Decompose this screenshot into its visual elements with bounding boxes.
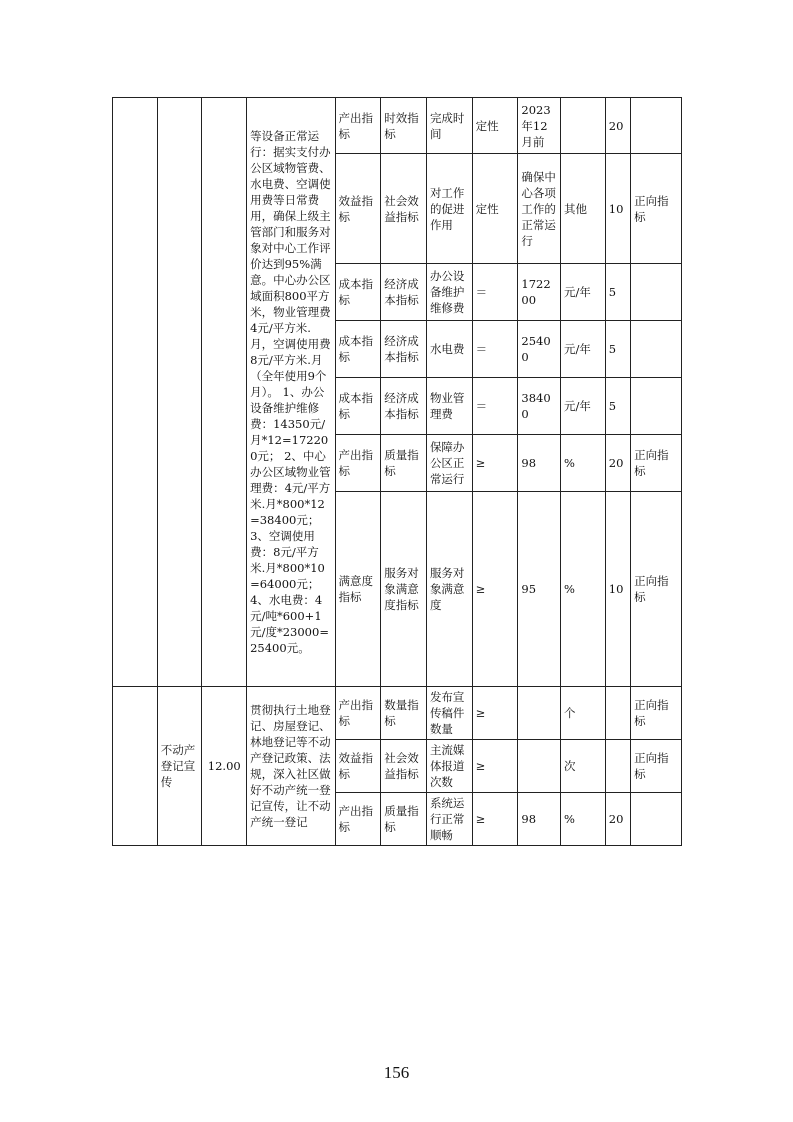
level3-indicator: 对工作的促进作用 <box>426 154 472 264</box>
level2-indicator: 时效指标 <box>381 98 427 154</box>
direction-cell <box>631 321 682 378</box>
score-cell: 20 <box>605 793 630 846</box>
level2-indicator: 经济成本指标 <box>381 264 427 321</box>
project-description: 等设备正常运行：据实支付办公区域物管费、水电费、空调使用费等日常费用，确保上级主管部门和服务对象对中心工作评价达到95%满意。中心办公区域面积800平方米，物业管理费4元/平方米.月，空调使用费8元/平方米.月（全年使用9个月）。 1、办公设备维护维修费：14350元/月*12=172200元； 2、中心办公区域物业管理费：4元/平方米.月*800*12=38400元；3、空调使用费：8元/平方米.月*800*10=64000元；4、水电费：4元/吨*600+1元/度*23000=25400元。 <box>247 98 335 687</box>
direction-cell: 正向指标 <box>631 435 682 492</box>
direction-cell: 正向指标 <box>631 492 682 687</box>
direction-cell <box>631 98 682 154</box>
performance-indicator-table <box>112 97 682 846</box>
operator-cell: ≥ <box>472 793 518 846</box>
operator-cell: ＝ <box>472 264 518 321</box>
level2-indicator: 质量指标 <box>381 435 427 492</box>
direction-cell: 正向指标 <box>631 687 682 740</box>
level3-indicator: 办公设备维护维修费 <box>426 264 472 321</box>
level1-indicator: 成本指标 <box>335 264 381 321</box>
page-number: 156 <box>383 1063 410 1082</box>
target-value-cell: 98 <box>518 793 561 846</box>
operator-cell: ＝ <box>472 378 518 435</box>
unit-cell: % <box>561 793 606 846</box>
level1-indicator: 成本指标 <box>335 321 381 378</box>
level3-indicator: 发布宣传稿件数量 <box>426 687 472 740</box>
level1-indicator: 效益指标 <box>335 154 381 264</box>
category-cell <box>113 98 158 687</box>
project-amount-cell: 12.00 <box>202 687 247 846</box>
level1-indicator: 满意度指标 <box>335 492 381 687</box>
level1-indicator: 产出指标 <box>335 435 381 492</box>
operator-cell: 定性 <box>472 98 518 154</box>
level3-indicator: 主流媒体报道次数 <box>426 740 472 793</box>
target-value-cell: 确保中心各项工作的正常运行 <box>518 154 561 264</box>
project-name-cell <box>157 98 202 687</box>
category-cell <box>113 687 158 846</box>
operator-cell: ＝ <box>472 321 518 378</box>
target-value-cell: 98 <box>518 435 561 492</box>
target-value-cell: 172200 <box>518 264 561 321</box>
level2-indicator: 社会效益指标 <box>381 740 427 793</box>
level1-indicator: 产出指标 <box>335 687 381 740</box>
unit-cell: 元/年 <box>561 321 606 378</box>
direction-cell: 正向指标 <box>631 154 682 264</box>
direction-cell <box>631 264 682 321</box>
operator-cell: ≥ <box>472 435 518 492</box>
operator-cell: ≥ <box>472 740 518 793</box>
level3-indicator: 保障办公区正常运行 <box>426 435 472 492</box>
level2-indicator: 社会效益指标 <box>381 154 427 264</box>
level3-indicator: 系统运行正常顺畅 <box>426 793 472 846</box>
unit-cell: 其他 <box>561 154 606 264</box>
unit-cell: % <box>561 492 606 687</box>
target-value-cell <box>518 740 561 793</box>
direction-cell <box>631 793 682 846</box>
operator-cell: ≥ <box>472 687 518 740</box>
level2-indicator: 经济成本指标 <box>381 378 427 435</box>
level1-indicator: 产出指标 <box>335 98 381 154</box>
unit-cell <box>561 98 606 154</box>
target-value-cell: 25400 <box>518 321 561 378</box>
unit-cell: 个 <box>561 687 606 740</box>
level2-indicator: 经济成本指标 <box>381 321 427 378</box>
project-amount-cell <box>202 98 247 687</box>
level3-indicator: 物业管理费 <box>426 378 472 435</box>
score-cell: 5 <box>605 321 630 378</box>
level3-indicator: 完成时间 <box>426 98 472 154</box>
operator-cell: ≥ <box>472 492 518 687</box>
unit-cell: 次 <box>561 740 606 793</box>
level2-indicator: 数量指标 <box>381 687 427 740</box>
target-value-cell: 2023年12月前 <box>518 98 561 154</box>
operator-cell: 定性 <box>472 154 518 264</box>
unit-cell: 元/年 <box>561 378 606 435</box>
project-description: 贯彻执行土地登记、房屋登记、林地登记等不动产登记政策、法规，深入社区做好不动产统一登记宣传，让不动产统一登记 <box>247 687 335 846</box>
level1-indicator: 产出指标 <box>335 793 381 846</box>
level1-indicator: 效益指标 <box>335 740 381 793</box>
level3-indicator: 服务对象满意度 <box>426 492 472 687</box>
score-cell: 5 <box>605 378 630 435</box>
target-value-cell: 95 <box>518 492 561 687</box>
score-cell: 5 <box>605 264 630 321</box>
score-cell: 20 <box>605 435 630 492</box>
target-value-cell: 38400 <box>518 378 561 435</box>
score-cell: 20 <box>605 98 630 154</box>
score-cell: 10 <box>605 154 630 264</box>
unit-cell: 元/年 <box>561 264 606 321</box>
target-value-cell <box>518 687 561 740</box>
direction-cell <box>631 378 682 435</box>
level2-indicator: 质量指标 <box>381 793 427 846</box>
table-row <box>113 98 682 154</box>
table-row <box>113 687 682 740</box>
direction-cell: 正向指标 <box>631 740 682 793</box>
project-name-cell: 不动产登记宣传 <box>157 687 202 846</box>
score-cell: 10 <box>605 492 630 687</box>
level1-indicator: 成本指标 <box>335 378 381 435</box>
level2-indicator: 服务对象满意度指标 <box>381 492 427 687</box>
score-cell <box>605 687 630 740</box>
score-cell <box>605 740 630 793</box>
unit-cell: % <box>561 435 606 492</box>
level3-indicator: 水电费 <box>426 321 472 378</box>
